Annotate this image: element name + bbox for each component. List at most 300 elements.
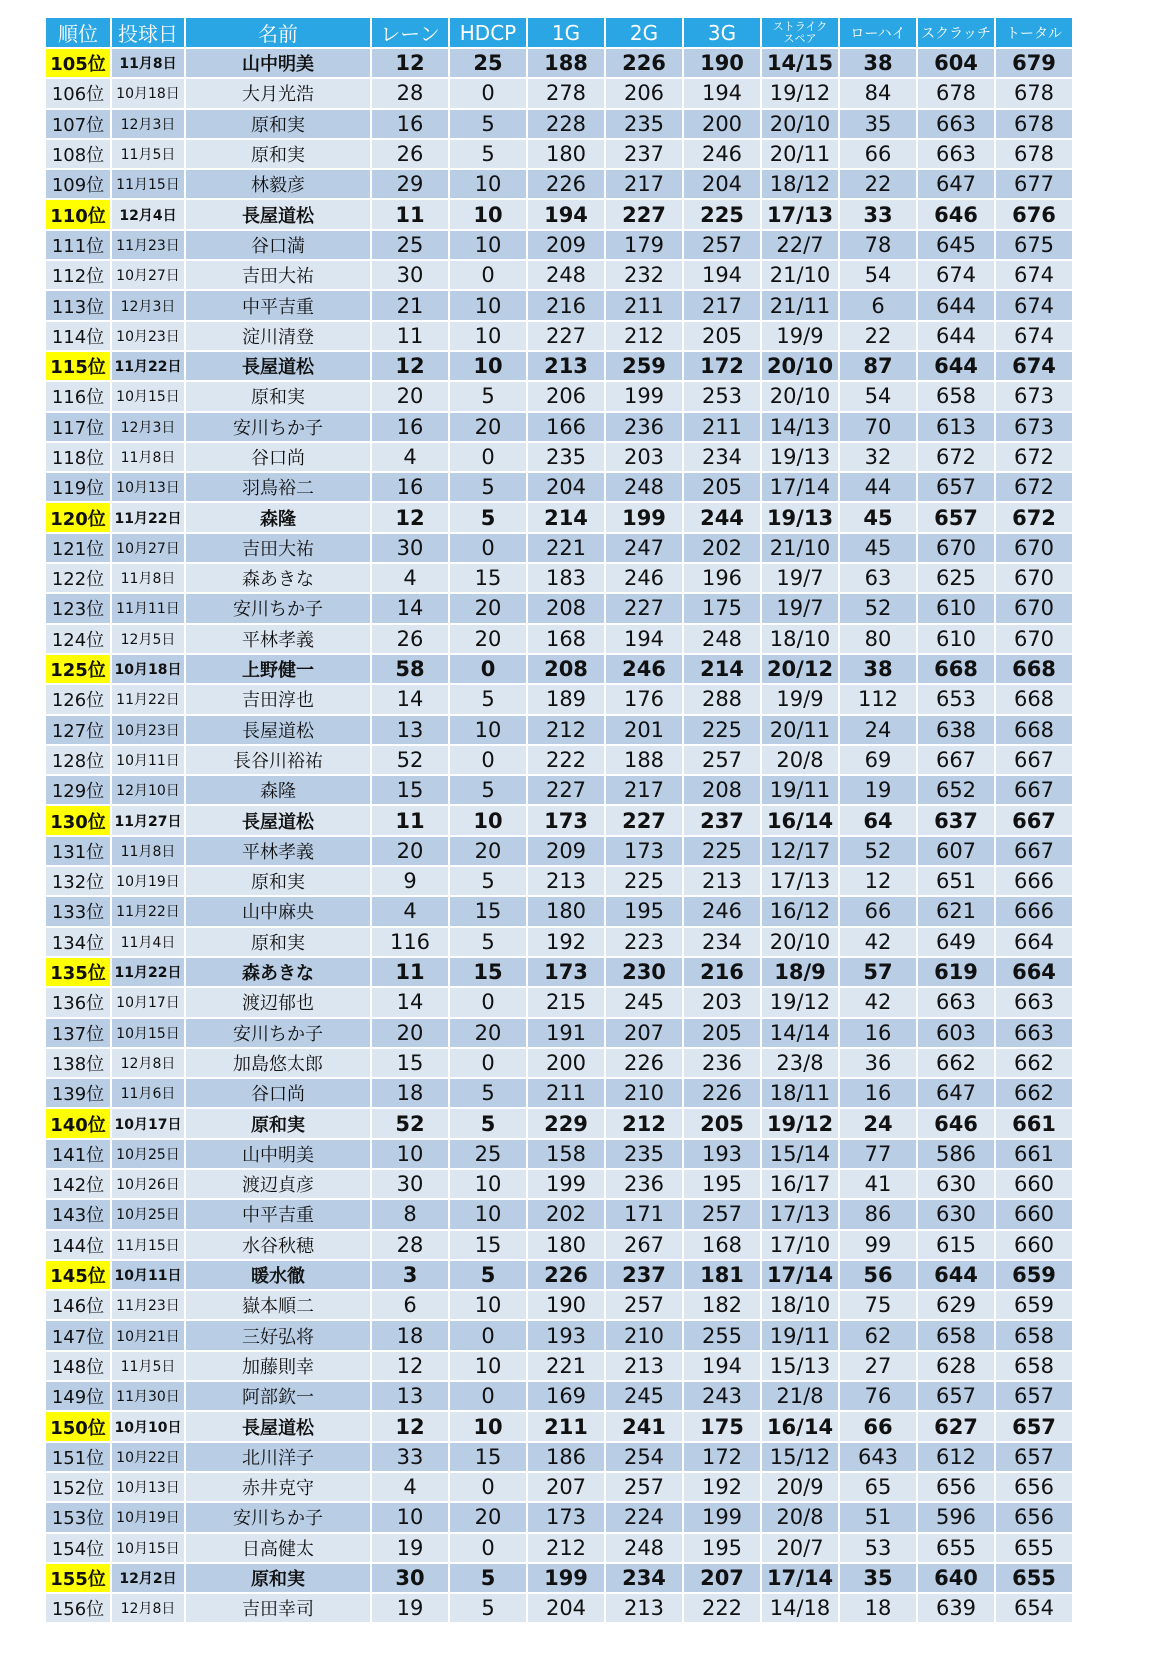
game1-cell: 158	[528, 1140, 604, 1168]
name-cell: 長屋道松	[186, 716, 370, 744]
low-high-cell: 66	[840, 897, 916, 925]
total-cell: 667	[996, 746, 1072, 774]
game2-cell: 213	[606, 1352, 682, 1380]
low-high-cell: 51	[840, 1503, 916, 1531]
rank-cell: 112位	[46, 261, 110, 289]
table-row	[46, 776, 1072, 804]
game3-cell: 207	[684, 1564, 760, 1592]
game2-cell: 246	[606, 564, 682, 592]
table-row	[46, 564, 1072, 592]
game3-cell: 190	[684, 49, 760, 77]
date-cell: 11月30日	[112, 1382, 184, 1410]
game1-cell: 202	[528, 1200, 604, 1228]
hdcp-cell: 15	[450, 958, 526, 986]
name-cell: 森あきな	[186, 958, 370, 986]
date-cell: 11月11日	[112, 594, 184, 622]
scratch-cell: 647	[918, 170, 994, 198]
total-cell: 655	[996, 1564, 1072, 1592]
total-cell: 659	[996, 1291, 1072, 1319]
strike-spare-cell: 18/10	[762, 1291, 838, 1319]
low-high-cell: 38	[840, 655, 916, 683]
strike-spare-cell: 14/15	[762, 49, 838, 77]
game2-cell: 201	[606, 716, 682, 744]
table-row	[46, 1200, 1072, 1228]
lane-cell: 28	[372, 79, 448, 107]
low-high-cell: 77	[840, 1140, 916, 1168]
total-cell: 674	[996, 291, 1072, 319]
game3-cell: 246	[684, 897, 760, 925]
scratch-cell: 653	[918, 685, 994, 713]
lane-cell: 12	[372, 503, 448, 531]
name-cell: 長屋道松	[186, 806, 370, 834]
game1-cell: 213	[528, 352, 604, 380]
header-strike-spare: ストライク スペア	[762, 18, 838, 47]
game1-cell: 192	[528, 928, 604, 956]
game1-cell: 211	[528, 1079, 604, 1107]
strike-spare-cell: 19/13	[762, 503, 838, 531]
strike-spare-cell: 16/14	[762, 806, 838, 834]
game1-cell: 209	[528, 231, 604, 259]
game1-cell: 227	[528, 776, 604, 804]
date-cell: 11月8日	[112, 443, 184, 471]
table-row	[46, 413, 1072, 441]
name-cell: 林毅彦	[186, 170, 370, 198]
total-cell: 660	[996, 1231, 1072, 1259]
date-cell: 10月13日	[112, 1473, 184, 1501]
lane-cell: 3	[372, 1261, 448, 1289]
scratch-cell: 639	[918, 1594, 994, 1622]
scratch-cell: 647	[918, 1079, 994, 1107]
date-cell: 10月26日	[112, 1170, 184, 1198]
name-cell: 原和実	[186, 140, 370, 168]
lane-cell: 16	[372, 413, 448, 441]
hdcp-cell: 10	[450, 322, 526, 350]
lane-cell: 25	[372, 231, 448, 259]
rank-cell: 145位	[46, 1261, 110, 1289]
game1-cell: 226	[528, 170, 604, 198]
lane-cell: 9	[372, 867, 448, 895]
game1-cell: 188	[528, 49, 604, 77]
total-cell: 672	[996, 503, 1072, 531]
table-row	[46, 716, 1072, 744]
table-row	[46, 988, 1072, 1016]
date-cell: 11月22日	[112, 685, 184, 713]
strike-spare-cell: 21/8	[762, 1382, 838, 1410]
game2-cell: 267	[606, 1231, 682, 1259]
scratch-cell: 619	[918, 958, 994, 986]
total-cell: 670	[996, 594, 1072, 622]
rank-cell: 142位	[46, 1170, 110, 1198]
name-cell: 長屋道松	[186, 352, 370, 380]
name-cell: 平林孝義	[186, 837, 370, 865]
game1-cell: 204	[528, 1594, 604, 1622]
rank-cell: 117位	[46, 413, 110, 441]
scratch-cell: 621	[918, 897, 994, 925]
scratch-cell: 644	[918, 1261, 994, 1289]
rank-cell: 106位	[46, 79, 110, 107]
name-cell: 原和実	[186, 928, 370, 956]
game3-cell: 214	[684, 655, 760, 683]
rank-cell: 126位	[46, 685, 110, 713]
game3-cell: 200	[684, 110, 760, 138]
lane-cell: 12	[372, 1352, 448, 1380]
lane-cell: 4	[372, 897, 448, 925]
strike-spare-cell: 18/10	[762, 625, 838, 653]
lane-cell: 20	[372, 1019, 448, 1047]
date-cell: 10月23日	[112, 716, 184, 744]
total-cell: 656	[996, 1503, 1072, 1531]
game1-cell: 194	[528, 200, 604, 228]
strike-spare-cell: 19/11	[762, 1321, 838, 1349]
game1-cell: 235	[528, 443, 604, 471]
total-cell: 667	[996, 806, 1072, 834]
game2-cell: 237	[606, 1261, 682, 1289]
low-high-cell: 16	[840, 1079, 916, 1107]
hdcp-cell: 10	[450, 291, 526, 319]
scratch-cell: 646	[918, 200, 994, 228]
rank-cell: 111位	[46, 231, 110, 259]
strike-spare-cell: 17/14	[762, 473, 838, 501]
date-cell: 11月22日	[112, 958, 184, 986]
game2-cell: 210	[606, 1079, 682, 1107]
table-row	[46, 928, 1072, 956]
name-cell: 山中明美	[186, 1140, 370, 1168]
hdcp-cell: 5	[450, 473, 526, 501]
strike-spare-cell: 20/11	[762, 140, 838, 168]
game2-cell: 227	[606, 200, 682, 228]
lane-cell: 4	[372, 443, 448, 471]
hdcp-cell: 5	[450, 1594, 526, 1622]
name-cell: 淀川清登	[186, 322, 370, 350]
date-cell: 10月17日	[112, 988, 184, 1016]
lane-cell: 30	[372, 534, 448, 562]
game2-cell: 241	[606, 1412, 682, 1440]
low-high-cell: 54	[840, 261, 916, 289]
scratch-cell: 607	[918, 837, 994, 865]
lane-cell: 30	[372, 1170, 448, 1198]
name-cell: 暖水徹	[186, 1261, 370, 1289]
game3-cell: 175	[684, 594, 760, 622]
name-cell: 日高健太	[186, 1534, 370, 1562]
scratch-cell: 637	[918, 806, 994, 834]
total-cell: 679	[996, 49, 1072, 77]
strike-spare-cell: 15/13	[762, 1352, 838, 1380]
hdcp-cell: 0	[450, 1473, 526, 1501]
game2-cell: 194	[606, 625, 682, 653]
date-cell: 11月5日	[112, 1352, 184, 1380]
hdcp-cell: 15	[450, 1231, 526, 1259]
lane-cell: 14	[372, 685, 448, 713]
game1-cell: 222	[528, 746, 604, 774]
low-high-cell: 44	[840, 473, 916, 501]
date-cell: 12月8日	[112, 1049, 184, 1077]
hdcp-cell: 5	[450, 1109, 526, 1137]
header-low-high: ローハイ	[840, 18, 916, 47]
hdcp-cell: 25	[450, 1140, 526, 1168]
low-high-cell: 6	[840, 291, 916, 319]
lane-cell: 15	[372, 776, 448, 804]
game2-cell: 235	[606, 110, 682, 138]
strike-spare-cell: 15/12	[762, 1443, 838, 1471]
date-cell: 12月10日	[112, 776, 184, 804]
lane-cell: 26	[372, 625, 448, 653]
rank-cell: 128位	[46, 746, 110, 774]
total-cell: 656	[996, 1473, 1072, 1501]
total-cell: 677	[996, 170, 1072, 198]
hdcp-cell: 20	[450, 625, 526, 653]
date-cell: 10月18日	[112, 79, 184, 107]
lane-cell: 18	[372, 1079, 448, 1107]
low-high-cell: 66	[840, 1412, 916, 1440]
strike-spare-cell: 19/12	[762, 79, 838, 107]
rank-cell: 152位	[46, 1473, 110, 1501]
low-high-cell: 87	[840, 352, 916, 380]
lane-cell: 28	[372, 1231, 448, 1259]
header-name: 名前	[186, 18, 370, 47]
lane-cell: 12	[372, 49, 448, 77]
low-high-cell: 70	[840, 413, 916, 441]
low-high-cell: 99	[840, 1231, 916, 1259]
name-cell: 山中麻央	[186, 897, 370, 925]
total-cell: 676	[996, 200, 1072, 228]
game2-cell: 210	[606, 1321, 682, 1349]
scratch-cell: 658	[918, 1321, 994, 1349]
total-cell: 666	[996, 867, 1072, 895]
low-high-cell: 18	[840, 1594, 916, 1622]
scratch-cell: 625	[918, 564, 994, 592]
game3-cell: 288	[684, 685, 760, 713]
strike-spare-cell: 17/14	[762, 1261, 838, 1289]
name-cell: 大月光浩	[186, 79, 370, 107]
hdcp-cell: 0	[450, 1321, 526, 1349]
date-cell: 10月13日	[112, 473, 184, 501]
strike-spare-cell: 18/9	[762, 958, 838, 986]
hdcp-cell: 5	[450, 1564, 526, 1592]
date-cell: 10月25日	[112, 1200, 184, 1228]
game2-cell: 203	[606, 443, 682, 471]
table-row	[46, 655, 1072, 683]
date-cell: 11月5日	[112, 140, 184, 168]
game1-cell: 173	[528, 1503, 604, 1531]
game1-cell: 213	[528, 867, 604, 895]
date-cell: 12月3日	[112, 110, 184, 138]
hdcp-cell: 5	[450, 110, 526, 138]
scratch-cell: 596	[918, 1503, 994, 1531]
date-cell: 10月25日	[112, 1140, 184, 1168]
table-row	[46, 594, 1072, 622]
name-cell: 三好弘将	[186, 1321, 370, 1349]
game3-cell: 208	[684, 776, 760, 804]
game1-cell: 191	[528, 1019, 604, 1047]
table-row	[46, 443, 1072, 471]
game1-cell: 183	[528, 564, 604, 592]
total-cell: 654	[996, 1594, 1072, 1622]
date-cell: 10月27日	[112, 534, 184, 562]
total-cell: 660	[996, 1200, 1072, 1228]
hdcp-cell: 0	[450, 655, 526, 683]
game3-cell: 193	[684, 1140, 760, 1168]
game3-cell: 194	[684, 261, 760, 289]
table-row	[46, 1170, 1072, 1198]
table-row	[46, 140, 1072, 168]
hdcp-cell: 0	[450, 1534, 526, 1562]
name-cell: 谷口尚	[186, 1079, 370, 1107]
game3-cell: 205	[684, 1019, 760, 1047]
game3-cell: 257	[684, 1200, 760, 1228]
header-game2: 2G	[606, 18, 682, 47]
hdcp-cell: 5	[450, 685, 526, 713]
total-cell: 670	[996, 564, 1072, 592]
rank-cell: 155位	[46, 1564, 110, 1592]
low-high-cell: 80	[840, 625, 916, 653]
rank-cell: 123位	[46, 594, 110, 622]
date-cell: 11月15日	[112, 1231, 184, 1259]
game3-cell: 172	[684, 1443, 760, 1471]
game1-cell: 173	[528, 958, 604, 986]
name-cell: 谷口満	[186, 231, 370, 259]
date-cell: 10月27日	[112, 261, 184, 289]
low-high-cell: 42	[840, 928, 916, 956]
total-cell: 674	[996, 322, 1072, 350]
low-high-cell: 24	[840, 1109, 916, 1137]
strike-spare-cell: 15/14	[762, 1140, 838, 1168]
game2-cell: 246	[606, 655, 682, 683]
hdcp-cell: 0	[450, 79, 526, 107]
lane-cell: 29	[372, 170, 448, 198]
game3-cell: 172	[684, 352, 760, 380]
table-row	[46, 473, 1072, 501]
table-row	[46, 79, 1072, 107]
game2-cell: 225	[606, 867, 682, 895]
low-high-cell: 27	[840, 1352, 916, 1380]
date-cell: 11月8日	[112, 49, 184, 77]
total-cell: 658	[996, 1352, 1072, 1380]
table-row	[46, 1321, 1072, 1349]
game2-cell: 245	[606, 988, 682, 1016]
total-cell: 675	[996, 231, 1072, 259]
game1-cell: 199	[528, 1170, 604, 1198]
name-cell: 羽鳥裕二	[186, 473, 370, 501]
lane-cell: 52	[372, 1109, 448, 1137]
strike-spare-cell: 20/11	[762, 716, 838, 744]
game3-cell: 257	[684, 746, 760, 774]
game2-cell: 257	[606, 1291, 682, 1319]
rank-cell: 116位	[46, 382, 110, 410]
lane-cell: 8	[372, 1200, 448, 1228]
header-game1: 1G	[528, 18, 604, 47]
total-cell: 667	[996, 837, 1072, 865]
game1-cell: 206	[528, 382, 604, 410]
total-cell: 673	[996, 413, 1072, 441]
scratch-cell: 657	[918, 503, 994, 531]
hdcp-cell: 10	[450, 1412, 526, 1440]
table-row	[46, 503, 1072, 531]
total-cell: 662	[996, 1079, 1072, 1107]
game1-cell: 211	[528, 1412, 604, 1440]
game1-cell: 180	[528, 1231, 604, 1259]
lane-cell: 11	[372, 322, 448, 350]
date-cell: 11月27日	[112, 806, 184, 834]
rank-cell: 151位	[46, 1443, 110, 1471]
table-row	[46, 322, 1072, 350]
rank-cell: 121位	[46, 534, 110, 562]
game3-cell: 196	[684, 564, 760, 592]
rank-cell: 110位	[46, 200, 110, 228]
scratch-cell: 668	[918, 655, 994, 683]
lane-cell: 30	[372, 1564, 448, 1592]
game3-cell: 199	[684, 1503, 760, 1531]
lane-cell: 14	[372, 594, 448, 622]
strike-spare-cell: 17/13	[762, 200, 838, 228]
rank-cell: 146位	[46, 1291, 110, 1319]
game1-cell: 226	[528, 1261, 604, 1289]
name-cell: 長谷川裕祐	[186, 746, 370, 774]
total-cell: 672	[996, 473, 1072, 501]
strike-spare-cell: 19/7	[762, 594, 838, 622]
rank-cell: 125位	[46, 655, 110, 683]
table-row	[46, 170, 1072, 198]
name-cell: 原和実	[186, 1564, 370, 1592]
game3-cell: 211	[684, 413, 760, 441]
hdcp-cell: 20	[450, 1019, 526, 1047]
low-high-cell: 19	[840, 776, 916, 804]
low-high-cell: 78	[840, 231, 916, 259]
table-row	[46, 1594, 1072, 1622]
total-cell: 668	[996, 716, 1072, 744]
name-cell: 加藤則幸	[186, 1352, 370, 1380]
name-cell: 原和実	[186, 110, 370, 138]
scratch-cell: 644	[918, 322, 994, 350]
game2-cell: 226	[606, 49, 682, 77]
strike-spare-cell: 19/11	[762, 776, 838, 804]
game2-cell: 237	[606, 140, 682, 168]
low-high-cell: 22	[840, 322, 916, 350]
name-cell: 安川ちか子	[186, 1503, 370, 1531]
rank-cell: 133位	[46, 897, 110, 925]
low-high-cell: 42	[840, 988, 916, 1016]
rank-cell: 139位	[46, 1079, 110, 1107]
ranking-table	[44, 16, 1074, 1624]
name-cell: 吉田大祐	[186, 534, 370, 562]
total-cell: 672	[996, 443, 1072, 471]
strike-spare-cell: 21/10	[762, 534, 838, 562]
game1-cell: 168	[528, 625, 604, 653]
hdcp-cell: 0	[450, 443, 526, 471]
lane-cell: 20	[372, 837, 448, 865]
date-cell: 10月17日	[112, 1109, 184, 1137]
game1-cell: 180	[528, 897, 604, 925]
lane-cell: 116	[372, 928, 448, 956]
game2-cell: 234	[606, 1564, 682, 1592]
game1-cell: 173	[528, 806, 604, 834]
name-cell: 平林孝義	[186, 625, 370, 653]
game3-cell: 205	[684, 322, 760, 350]
header-lane: レーン	[372, 18, 448, 47]
game2-cell: 236	[606, 1170, 682, 1198]
header-rank: 順位	[46, 18, 110, 47]
scratch-cell: 586	[918, 1140, 994, 1168]
total-cell: 657	[996, 1443, 1072, 1471]
name-cell: 阿部欽一	[186, 1382, 370, 1410]
game1-cell: 190	[528, 1291, 604, 1319]
lane-cell: 4	[372, 1473, 448, 1501]
scratch-cell: 630	[918, 1200, 994, 1228]
rank-cell: 105位	[46, 49, 110, 77]
hdcp-cell: 10	[450, 716, 526, 744]
rank-cell: 108位	[46, 140, 110, 168]
game2-cell: 195	[606, 897, 682, 925]
date-cell: 11月15日	[112, 170, 184, 198]
